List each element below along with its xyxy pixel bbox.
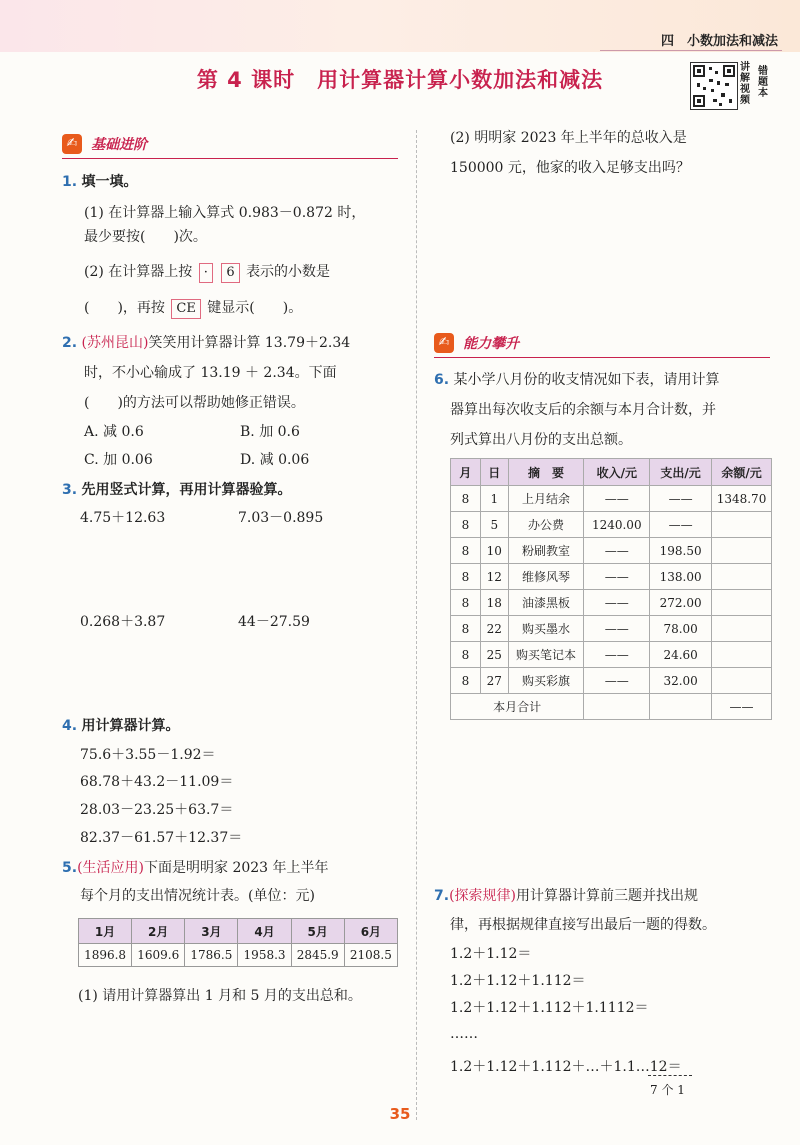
q7-expr4: 1.2＋1.12＋1.112＋…＋1.1…12＝ [450,1059,682,1075]
month-header: 6月 [344,919,397,944]
section-basic-rule [62,158,398,159]
q5-sub2-line1: (2) 明明家 2023 年上半年的总收入是 [450,130,687,146]
q3-expr2: 7.03－0.895 [238,510,324,526]
pencil-icon: ✍ [434,333,454,353]
table-row: 8 22 购买墨水 —— 78.00 [451,616,772,642]
q6-line1: 6. 某小学八月份的收支情况如下表，请用计算 [434,372,720,388]
q7-brace-label: 7 个 1 [650,1083,685,1097]
qr-label-video: 讲解视频 [740,62,750,106]
q4-expr1: 75.6＋3.55－1.92＝ [80,747,216,763]
q4-heading: 4. 用计算器计算。 [62,718,180,734]
q5-sub2-line2: 150000 元，他家的收入足够支出吗？ [450,160,690,176]
q4-expr4: 82.37－61.57＋12.37＝ [80,830,243,846]
q1-part2-line2: ( )，再按 CE 键显示( )。 [84,298,302,319]
unit-title: 四 小数加法和减法 [660,34,778,49]
q2-option-b: B. 加 0.6 [240,424,300,440]
lesson-title: 第 4 课时 用计算器计算小数加法和减法 [196,68,604,92]
q2-line1: 2. (苏州昆山)笑笑用计算器计算 13.79＋2.34 [62,335,351,351]
expense-value: 1786.5 [185,944,238,967]
q5-sub1: (1) 请用计算器算出 1 月和 5 月的支出总和。 [78,988,362,1004]
key-6: 6 [221,263,239,283]
expense-table [78,918,398,967]
underbrace [648,1075,692,1076]
q7-line2: 律，再根据规律直接写出最后一题的得数。 [450,917,716,933]
table-row: 8 10 粉刷教室 —— 198.50 [451,538,772,564]
q7-expr1: 1.2＋1.12＝ [450,946,532,962]
section-advanced-label: 能力攀升 [463,335,520,352]
q4-expr3: 28.03－23.25＋63.7＝ [80,802,234,818]
unit-underline [600,50,782,51]
section-advanced [434,332,774,354]
q2-line3: ( )的方法可以帮助她修正错误。 [84,395,305,411]
q3-heading: 3. 先用竖式计算，再用计算器验算。 [62,482,292,498]
ledger-table [450,458,772,720]
q4-expr2: 68.78＋43.2－11.09＝ [80,774,234,790]
ledger-header: 余额/元 [712,459,772,486]
q1-part1-line2: 最少要按( )次。 [84,229,207,245]
table-row: 8 27 购买彩旗 —— 32.00 [451,668,772,694]
month-header: 4月 [238,919,291,944]
month-header: 5月 [291,919,344,944]
expense-value: 1958.3 [238,944,291,967]
month-header: 2月 [132,919,185,944]
q3-expr1: 4.75＋12.63 [80,510,166,526]
q2-option-a: A. 减 0.6 [84,424,144,440]
table-row: 8 5 办公费 1240.00 —— [451,512,772,538]
page-number: 35 [389,1105,411,1123]
ledger-header: 支出/元 [650,459,712,486]
q2-line2: 时，不小心输成了 13.19 ＋ 2.34。下面 [84,365,337,381]
expense-value: 2108.5 [344,944,397,967]
section-basic [62,133,402,155]
q6-line3: 列式算出八月份的支出总额。 [450,432,632,448]
pencil-icon: ✍ [62,134,82,154]
key-ce: CE [171,299,200,319]
qr-code[interactable] [690,62,738,110]
table-row: 8 25 购买笔记本 —— 24.60 [451,642,772,668]
q1-heading: 1. 填一填。 [62,174,138,190]
q7-line1: 7.(探索规律)用计算器计算前三题并找出规 [434,888,698,904]
q1-part2-line1: (2) 在计算器上按 · 6 表示的小数是 [84,262,330,283]
section-basic-label: 基础进阶 [91,136,148,153]
ledger-header: 收入/元 [584,459,650,486]
table-row: 8 12 维修风琴 —— 138.00 [451,564,772,590]
table-total-row: 本月合计 —— [451,694,772,720]
q5-line2: 每个月的支出情况统计表。(单位：元) [80,888,315,904]
qr-label-mistakes: 错题本 [758,66,768,99]
key-dot: · [199,263,213,283]
q6-line2: 器算出每次收支后的余额与本月合计数，并 [450,402,716,418]
ledger-header: 月 [451,459,481,486]
q2-option-c: C. 加 0.06 [84,452,153,468]
column-divider [416,130,417,1120]
table-row: 8 18 油漆黑板 —— 272.00 [451,590,772,616]
q7-expr3: 1.2＋1.12＋1.112＋1.1112＝ [450,1000,649,1016]
table-row: 8 1 上月结余 —— —— 1348.70 [451,486,772,512]
ledger-header: 日 [480,459,508,486]
q5-line1: 5.(生活应用)下面是明明家 2023 年上半年 [62,860,329,876]
q3-expr4: 44－27.59 [238,614,310,630]
section-advanced-rule [434,357,770,358]
q7-dots: …… [450,1026,478,1042]
q3-expr3: 0.268＋3.87 [80,614,166,630]
q2-option-d: D. 减 0.06 [240,452,310,468]
expense-value: 1896.8 [79,944,132,967]
month-header: 3月 [185,919,238,944]
expense-value: 2845.9 [291,944,344,967]
month-header: 1月 [79,919,132,944]
expense-value: 1609.6 [132,944,185,967]
q7-expr2: 1.2＋1.12＋1.112＝ [450,973,586,989]
ledger-header: 摘 要 [508,459,584,486]
q1-part1-line1: (1) 在计算器上输入算式 0.983－0.872 时， [84,205,366,221]
